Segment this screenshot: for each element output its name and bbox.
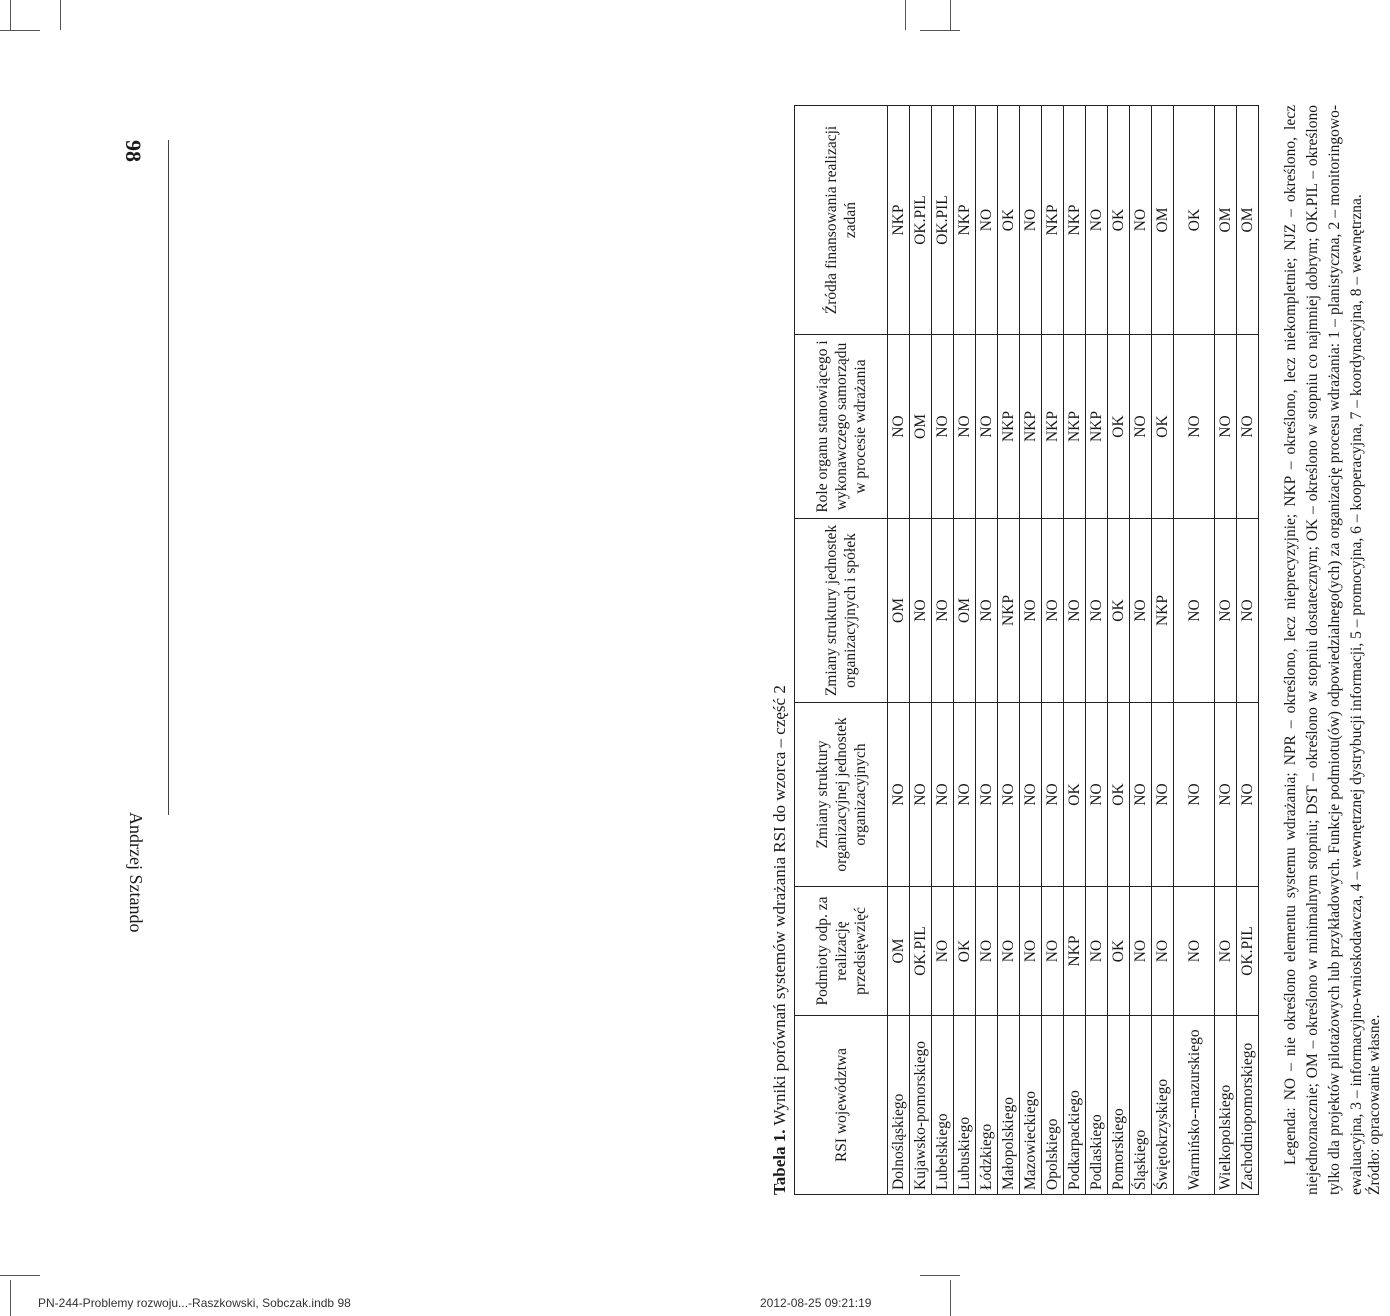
table-row [998, 106, 1020, 1195]
table-source: Źródło: opracowanie własne. [1366, 1014, 1383, 1195]
table-cell: NO [1130, 106, 1152, 335]
table-cell: NO [1215, 335, 1237, 519]
region-cell: Warmińsko--mazurskiego [1174, 1016, 1215, 1195]
table-row [1108, 106, 1130, 1195]
table-title [770, 685, 790, 1195]
table-legend: Legenda: NO – nie określono elementu systemu wdrażania; NPR – określono, lecz nieprecyzyjnie; NKP – określono, lecz niekompletnie; NJZ – określono, lecz niejednoznacznie; OM – określono w minimalnym stopniu; DST – określono w stopniu dostatecznym; OK – określono w stopniu co najmniej dobrym; OK.PIL – określono tylko dla projektów pilotażowych lub przykładowych. Funkcje podmiotu(ów) odpowiedzialnego(ych) za organizację procesu wdrażania: 1 – planistyczna, 2 – monitoringowo-ewaluacyjna, 3 – informacyjno-wnioskodawcza, 4 – wewnętrznej dystrybucji informacji, 5 – promocyjna, 6 – kooperacyjna, 7 – koordynacyjna, 8 – wewnętrzna. [1282, 105, 1365, 1195]
table-cell: NO [888, 335, 910, 519]
table-cell: OK.PIL [910, 106, 932, 335]
table-cell: OK.PIL [932, 106, 954, 335]
table-cell: NKP [998, 335, 1020, 519]
crop-mark [920, 30, 960, 31]
region-cell: Podkarpackiego [1064, 1016, 1086, 1195]
table-cell: NO [954, 703, 976, 887]
table-cell: OK [954, 887, 976, 1016]
table-cell: NO [1042, 703, 1064, 887]
table-cell: OK [998, 106, 1020, 335]
crop-mark [950, 1280, 951, 1316]
region-cell: Podlaskiego [1086, 1016, 1108, 1195]
table-cell: NO [888, 703, 910, 887]
crop-mark [60, 0, 61, 30]
table-cell: NO [1152, 887, 1174, 1016]
table-cell: OK [1174, 106, 1215, 335]
region-cell: Mazowieckiego [1020, 1016, 1042, 1195]
table-cell: NO [1237, 703, 1259, 887]
region-cell: Kujawsko-pomorskiego [910, 1016, 932, 1195]
table-cell: OK [1064, 703, 1086, 887]
region-cell: Pomorskiego [1108, 1016, 1130, 1195]
table-cell: NO [1020, 519, 1042, 703]
table-cell: NO [1130, 887, 1152, 1016]
table-cell: NO [1086, 887, 1108, 1016]
table-cell: NO [1130, 703, 1152, 887]
print-slug-file: PN-244-Problemy rozwoju...-Raszkowski, Sobczak.indb 98 [38, 1296, 351, 1310]
table-cell: NO [998, 703, 1020, 887]
table-cell: NO [932, 887, 954, 1016]
column-header: Role organu stanowiącego i wykonawczego samorządu w procesie wdrażania [795, 335, 888, 519]
region-cell: Świętokrzyskiego [1152, 1016, 1174, 1195]
column-header: Zmiany struktury jednostek organizacyjnych i spółek [795, 519, 888, 703]
table-cell: NKP [1152, 519, 1174, 703]
table-row [1174, 106, 1215, 1195]
crop-mark [10, 1280, 11, 1316]
region-cell: Opolskiego [1042, 1016, 1064, 1195]
table-cell: NKP [954, 106, 976, 335]
table-cell: NKP [888, 106, 910, 335]
print-slug-date: 2012-08-25 09:21:19 [760, 1296, 872, 1310]
crop-mark [920, 1275, 960, 1276]
table-row [954, 106, 976, 1195]
table-cell: NKP [1064, 335, 1086, 519]
table-cell: NO [932, 335, 954, 519]
crop-mark [950, 0, 951, 30]
table-cell: OK [1108, 335, 1130, 519]
table-row [1215, 106, 1237, 1195]
column-header: Podmioty odp. za realizację przedsięwzięć [795, 887, 888, 1016]
table-cell: NO [1064, 519, 1086, 703]
table-cell: NKP [1042, 106, 1064, 335]
table-cell: NO [1130, 519, 1152, 703]
table-cell: NKP [1064, 887, 1086, 1016]
table-cell: NO [976, 887, 998, 1016]
table-cell: NO [1174, 703, 1215, 887]
table-cell: OK [1108, 519, 1130, 703]
comparison-table [794, 105, 1259, 1195]
table-cell: NO [1215, 519, 1237, 703]
table-row [910, 106, 932, 1195]
region-cell: Śląskiego [1130, 1016, 1152, 1195]
table-cell: OM [888, 519, 910, 703]
table-cell: OK [1108, 703, 1130, 887]
crop-mark [0, 1275, 40, 1276]
table-cell: NO [1020, 703, 1042, 887]
table-row [1064, 106, 1086, 1195]
table-row [1152, 106, 1174, 1195]
table-row [1237, 106, 1259, 1195]
table-cell: NO [932, 703, 954, 887]
table-cell: NKP [1042, 335, 1064, 519]
table-row [1020, 106, 1042, 1195]
table-cell: NO [1086, 519, 1108, 703]
table-cell: NO [1215, 887, 1237, 1016]
column-header: Zmiany struktury organizacyjnej jednostek organizacyjnych [795, 703, 888, 887]
region-cell: Wielkopolskiego [1215, 1016, 1237, 1195]
table-cell: NO [976, 106, 998, 335]
region-cell: Łódzkiego [976, 1016, 998, 1195]
table-cell: NO [1237, 519, 1259, 703]
table-cell: NKP [1020, 335, 1042, 519]
table-cell: NO [1215, 703, 1237, 887]
table-row [1130, 106, 1152, 1195]
table-cell: NO [976, 519, 998, 703]
page-number: 98 [121, 140, 146, 162]
crop-mark [10, 0, 11, 30]
table-cell: NO [1020, 887, 1042, 1016]
header-rule [168, 140, 169, 815]
table-cell: NO [910, 703, 932, 887]
table-cell: OK [1108, 887, 1130, 1016]
region-cell: Małopolskiego [998, 1016, 1020, 1195]
region-cell: Lubuskiego [954, 1016, 976, 1195]
rotated-page-content [770, 105, 1390, 1195]
table-cell: NO [932, 519, 954, 703]
crop-mark [905, 0, 906, 30]
table-cell: NO [998, 887, 1020, 1016]
table-title-text: Wyniki porównań systemów wdrażania RSI do wzorca – część 2 [770, 685, 789, 1130]
column-header: Źródła finansowania realizacji zadań [795, 106, 888, 335]
table-cell: NO [954, 335, 976, 519]
table-cell: NO [976, 335, 998, 519]
table-row [888, 106, 910, 1195]
table-cell: NO [1130, 335, 1152, 519]
header-author: Andrzej Sztando [126, 812, 146, 933]
region-cell: Lubelskiego [932, 1016, 954, 1195]
table-cell: NO [1042, 887, 1064, 1016]
table-row [976, 106, 998, 1195]
table-title-label: Tabela 1. [770, 1129, 789, 1195]
table-cell: OM [888, 887, 910, 1016]
table-cell: OM [1237, 106, 1259, 335]
table-cell: NO [1086, 703, 1108, 887]
table-cell: NO [1174, 887, 1215, 1016]
region-cell: Dolnośląskiego [888, 1016, 910, 1195]
table-cell: OK.PIL [910, 887, 932, 1016]
table-cell: NO [1152, 703, 1174, 887]
table-cell: OM [1152, 106, 1174, 335]
table-cell: OK.PIL [1237, 887, 1259, 1016]
table-cell: NO [1042, 519, 1064, 703]
table-cell: OM [954, 519, 976, 703]
table-cell: NO [1237, 335, 1259, 519]
table-row [932, 106, 954, 1195]
table-cell: NO [976, 703, 998, 887]
table-cell: NO [1174, 335, 1215, 519]
table-cell: OM [910, 335, 932, 519]
crop-mark [0, 30, 40, 31]
table-cell: NO [1020, 106, 1042, 335]
table-cell: NO [1086, 106, 1108, 335]
table-cell: OM [1215, 106, 1237, 335]
table-cell: NKP [1086, 335, 1108, 519]
table-row [1042, 106, 1064, 1195]
region-cell: Zachodniopomorskiego [1237, 1016, 1259, 1195]
column-header: RSI województwa [795, 1016, 888, 1195]
table-cell: NO [1174, 519, 1215, 703]
table-cell: OK [1108, 106, 1130, 335]
table-cell: NO [910, 519, 932, 703]
table-cell: OK [1152, 335, 1174, 519]
table-header-row [795, 106, 888, 1195]
table-row [1086, 106, 1108, 1195]
table-cell: NKP [998, 519, 1020, 703]
table-cell: NKP [1064, 106, 1086, 335]
